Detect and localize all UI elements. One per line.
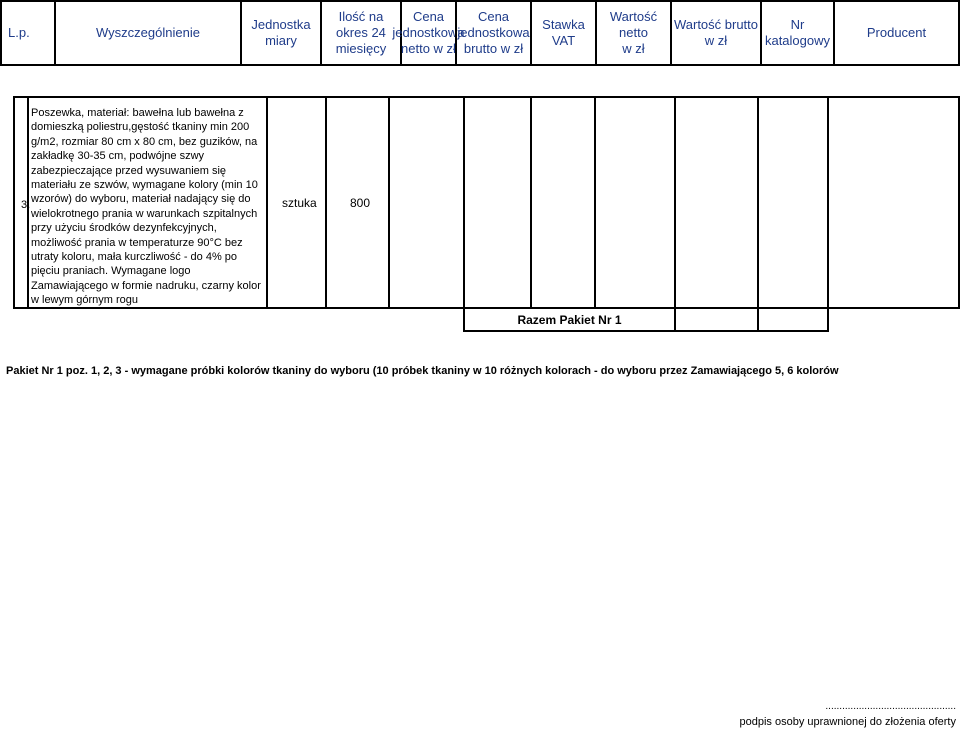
table-header (0, 0, 960, 66)
header-unit-price-gross: Cena jednostkowa brutto w zł (455, 0, 530, 66)
header-net-value: Wartość netto w zł (595, 0, 670, 66)
header-unit-price-net: Cena jednostkowa netto w zł (400, 0, 455, 66)
summary-label: Razem Pakiet Nr 1 (463, 307, 676, 332)
column-divider (757, 96, 759, 307)
column-divider (388, 96, 390, 307)
package-note: Pakiet Nr 1 poz. 1, 2, 3 - wymagane próbki kolorów tkaniny do wyboru (10 próbek tkaniny w 10 różnych kolorach - do wyboru przez Zamawiającego 5, 6 kolorów (6, 365, 839, 377)
header-producer: Producent (833, 0, 960, 66)
header-quantity: Ilość na okres 24 miesięcy (320, 0, 400, 66)
header-unit: Jednostka miary (240, 0, 320, 66)
header-description: Wyszczególnienie (54, 0, 240, 66)
row-description: Poszewka, materiał: bawełna lub bawełna z domieszką poliestru,gęstość tkaniny min 200 g/m2, rozmiar 80 cm x 80 cm, bez guzików, na zakładkę 30-35 cm, podwójne szwy zabezpieczające przed wysuwaniem się materiału ze szwów, wymagane kolory (min 10 wzorów) do wyboru, materiał nadający się do wielokrotnego prania w warunkach szpitalnych przy użyciu środków dezynfekcyjnych, możliwość prania w temperaturze 90°C bez utraty koloru, mała kurczliwość - do 4% po pięciu praniach. Wymagane logo Zamawiającego w formie nadruku, czarny kolor w lewym górnym rogu (31, 107, 261, 307)
column-divider (827, 96, 829, 307)
header-catalog-number: Nr katalogowy (760, 0, 833, 66)
column-divider (463, 96, 465, 307)
column-divider (325, 96, 327, 307)
column-divider (530, 96, 532, 307)
row-unit: sztuka (282, 196, 317, 210)
header-vat-rate: Stawka VAT (530, 0, 595, 66)
signature-label: podpis osoby uprawnionej do złożenia oferty (739, 716, 956, 728)
column-divider (594, 96, 596, 307)
signature-line: ............................................... (825, 701, 956, 712)
header-gross-value: Wartość brutto w zł (670, 0, 760, 66)
column-divider (674, 96, 676, 307)
row-quantity: 800 (350, 196, 371, 210)
row-number: 3. (21, 199, 31, 211)
summary-gross-value-cell (757, 307, 829, 332)
summary-net-value-cell (674, 307, 759, 332)
header-lp: L.p. (0, 0, 54, 66)
